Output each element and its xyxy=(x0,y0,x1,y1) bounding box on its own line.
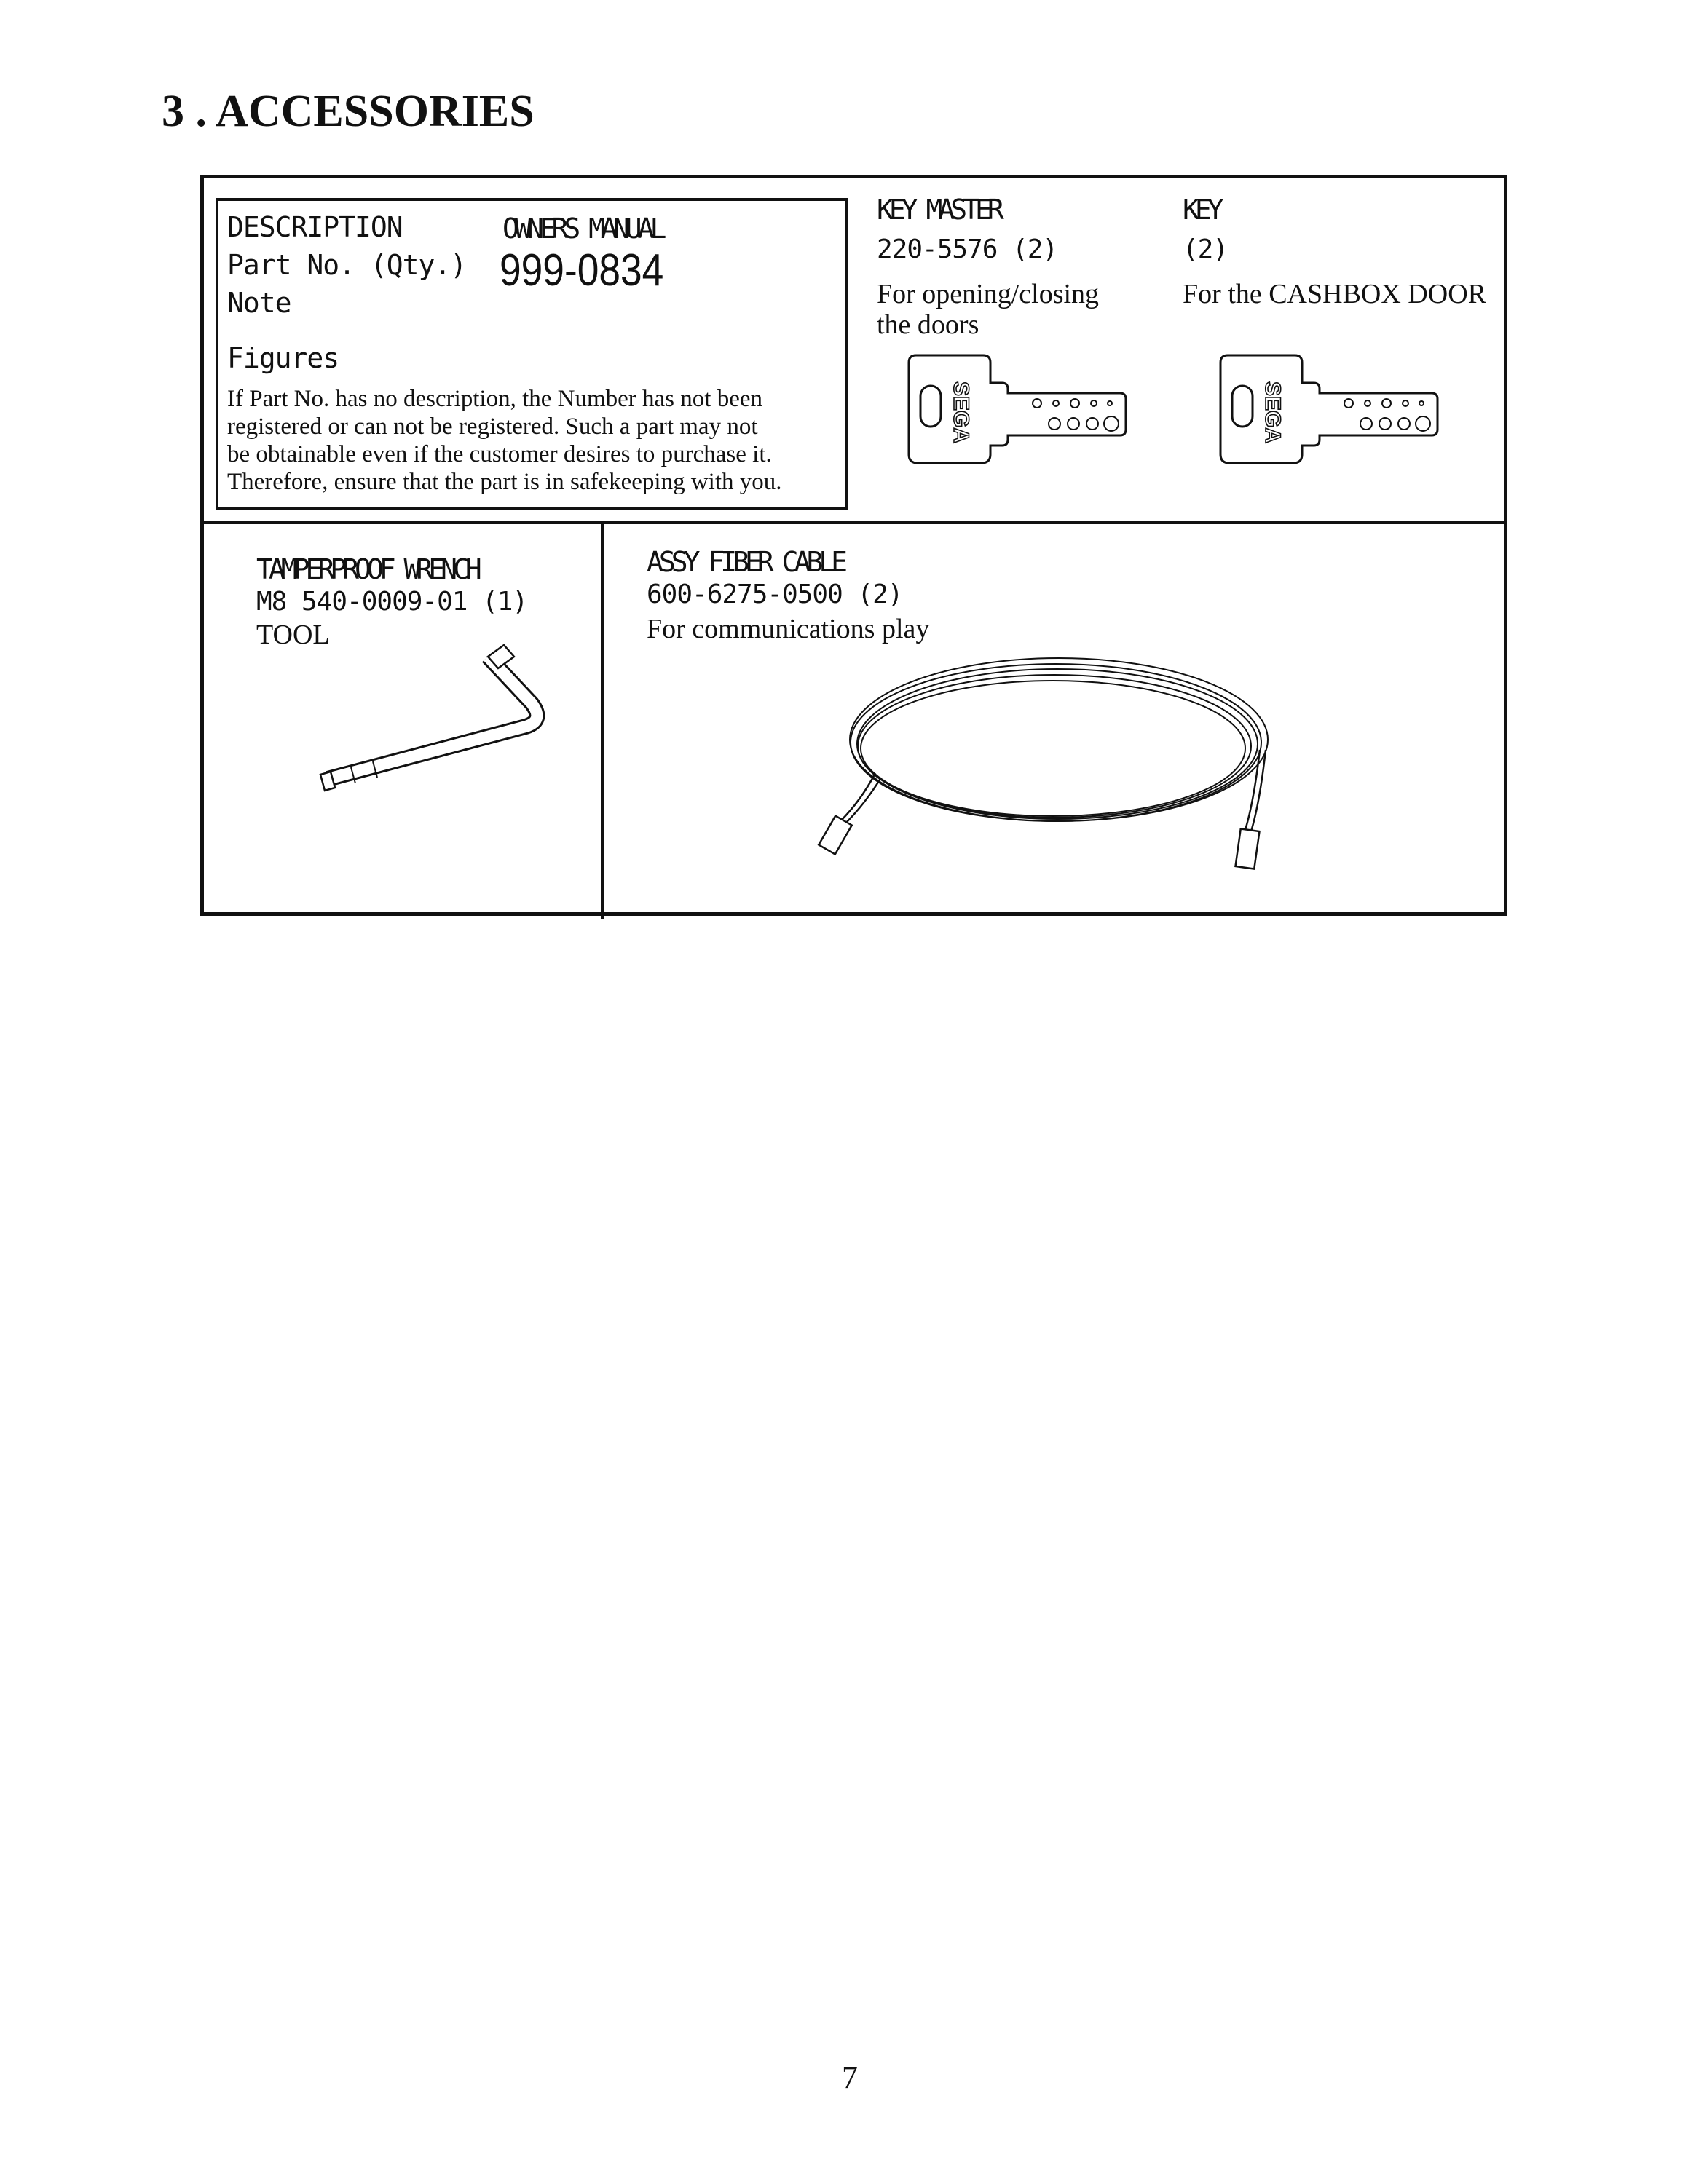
cable-name: ASSY FIBER CABLE xyxy=(647,546,844,578)
key-master-icon xyxy=(902,352,1135,469)
legend-description-value: OWNERS MANUAL xyxy=(502,213,663,245)
fiber-cable-icon xyxy=(794,648,1289,910)
legend-description-label: DESCRIPTION xyxy=(227,211,403,243)
key-master-note: the doors xyxy=(877,309,979,340)
key-master-part: 220-5576 (2) xyxy=(877,234,1058,264)
wrench-note: TOOL xyxy=(256,620,330,650)
key-part: (2) xyxy=(1183,234,1228,264)
row-divider xyxy=(204,521,1504,524)
key-icon xyxy=(1213,352,1446,469)
wrench-icon xyxy=(313,670,553,815)
key-master-note: For opening/closing xyxy=(877,279,1100,309)
cable-part: 600-6275-0500 (2) xyxy=(647,579,903,609)
legend-notice-line: Therefore, ensure that the part is in safekeeping with you. xyxy=(227,469,782,495)
key-name: KEY xyxy=(1183,194,1220,226)
legend-partno-label: Part No. (Qty.) xyxy=(227,249,467,281)
legend-notice-line: be obtainable even if the customer desires to purchase it. xyxy=(227,441,772,467)
column-divider xyxy=(601,521,604,919)
key-master-name: KEY MASTER xyxy=(877,194,1000,226)
key-brand: SEGA xyxy=(1261,381,1285,444)
legend-notice-line: registered or can not be registered. Such a part may not xyxy=(227,414,758,440)
key-note: For the CASHBOX DOOR xyxy=(1183,279,1486,309)
key-master-brand: SEGA xyxy=(949,381,973,444)
legend-partno-value: 999-0834 xyxy=(500,245,664,296)
legend-box xyxy=(216,198,848,510)
legend-figures-label: Figures xyxy=(227,342,339,374)
section-title: 3 . ACCESSORIES xyxy=(162,87,535,136)
wrench-part: M8 540-0009-01 (1) xyxy=(256,587,528,617)
legend-note-label: Note xyxy=(227,287,291,319)
cable-note: For communications play xyxy=(647,614,930,644)
page-number: 7 xyxy=(842,2060,858,2095)
legend-notice-line: If Part No. has no description, the Number has not been xyxy=(227,386,762,412)
wrench-name: TAMPERPROOF WRENCH xyxy=(256,553,478,585)
